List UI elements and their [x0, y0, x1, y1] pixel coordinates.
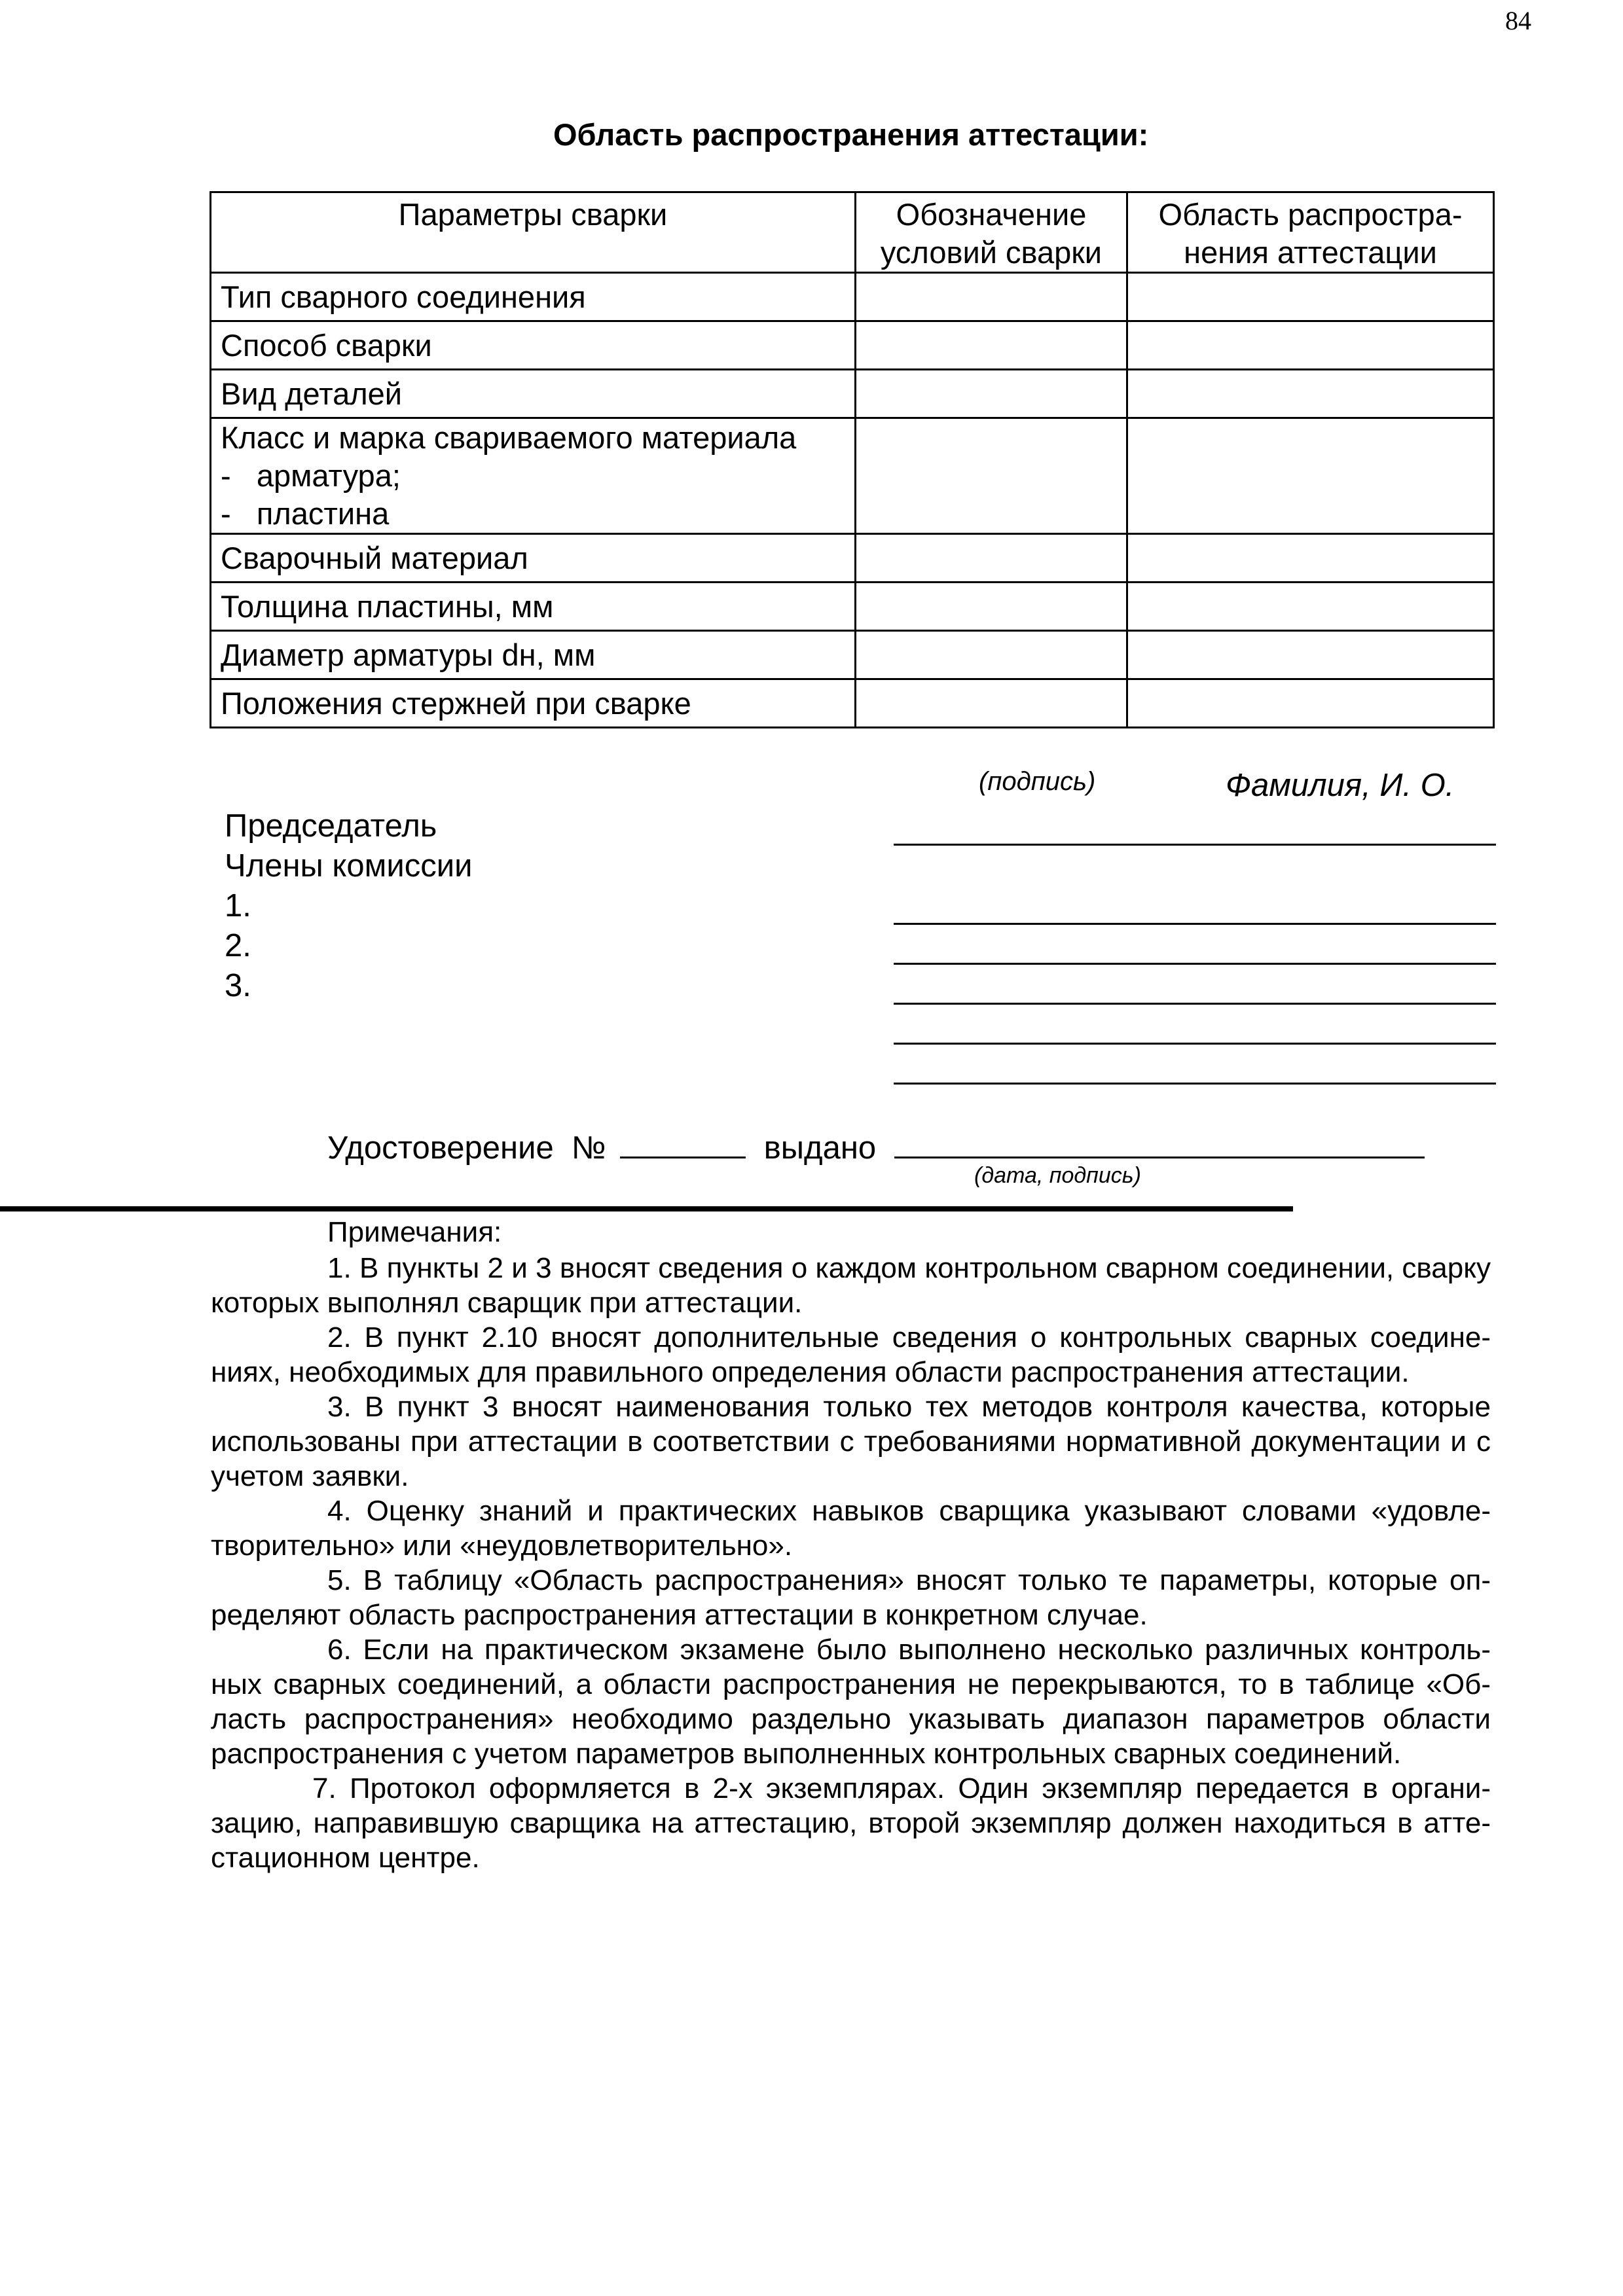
commission-labels — [225, 806, 472, 1006]
note-item: 3. В пункт 3 вносят наименования только тех методов контроля качества, которые использованы при аттестации в соответствии с требованиями нормативной документации и с учетом заявки. — [211, 1391, 1491, 1492]
designation-cell — [856, 583, 1127, 631]
designation-cell — [856, 534, 1127, 583]
table-header-row — [211, 192, 1494, 273]
member-signature-line — [894, 923, 1496, 925]
scope-cell — [1127, 679, 1494, 728]
member-signature-line — [894, 1043, 1496, 1045]
chairman-label: Председатель — [225, 808, 437, 844]
scope-cell — [1127, 583, 1494, 631]
member-number: 1. — [225, 888, 251, 924]
members-label: Члены комиссии — [225, 848, 473, 884]
table-row — [211, 583, 1494, 631]
member-signature-line — [894, 1083, 1496, 1085]
member-signature-line — [894, 963, 1496, 965]
header-attestation-scope: Область распростра-нения аттестации — [1127, 192, 1494, 273]
document-title — [553, 117, 1148, 152]
row-sub-item: - арматура; — [221, 458, 401, 493]
note-item: 5. В таблицу «Область распространения» вносят только те параметры, которые оп-ределяют область распространения аттестации в конкретном случае. — [211, 1564, 1491, 1631]
designation-cell — [856, 273, 1127, 321]
section-divider — [0, 1206, 1293, 1211]
note-item: 4. Оценку знаний и практических навыков сварщика указывают словами «удовле-творительно» или «неудовлетворительно». — [211, 1495, 1491, 1562]
row-label: Толщина пластины, мм — [211, 583, 856, 631]
chairman-signature-line — [894, 844, 1496, 846]
table-row — [211, 370, 1494, 418]
row-label: Положения стержней при сварке — [211, 679, 856, 728]
row-label: Тип сварного соединения — [211, 273, 856, 321]
note-item: 7. Протокол оформляется в 2-х экземплярах. Один экземпляр передается в органи-зацию, направившую сварщика на аттестацию, второй экземпляр должен находиться в атте-стационном центре. — [211, 1772, 1491, 1874]
certificate-issued-label: выдано — [763, 1130, 877, 1166]
scope-cell — [1127, 418, 1494, 534]
scope-cell — [1127, 321, 1494, 370]
member-signature-line — [894, 1003, 1496, 1005]
certificate-line — [327, 1124, 1425, 1166]
scope-cell — [1127, 273, 1494, 321]
designation-cell — [856, 370, 1127, 418]
table-row — [211, 273, 1494, 321]
table-row — [211, 679, 1494, 728]
header-welding-params: Параметры сварки — [211, 192, 856, 273]
table-row — [211, 418, 1494, 534]
table-row — [211, 321, 1494, 370]
scope-cell — [1127, 631, 1494, 679]
name-caption: Фамилия, И. О. — [1226, 768, 1455, 803]
designation-cell — [856, 631, 1127, 679]
signature-caption: (подпись) — [979, 767, 1096, 796]
date-signature-caption: (дата, подпись) — [974, 1163, 1141, 1188]
member-number: 3. — [225, 968, 251, 1003]
certificate-date-blank — [894, 1124, 1425, 1158]
designation-cell — [856, 321, 1127, 370]
certificate-number-blank — [620, 1124, 746, 1158]
document-title-text: Область распространения аттестации: — [553, 117, 1149, 152]
scope-cell — [1127, 370, 1494, 418]
table-row — [211, 534, 1494, 583]
scope-cell — [1127, 534, 1494, 583]
table-row — [211, 631, 1494, 679]
row-label: Диаметр арматуры dн, мм — [211, 631, 856, 679]
note-item: 2. В пункт 2.10 вносят дополнительные сведения о контрольных сварных соедине-ниях, необходимых для правильного определения области распространения аттестации. — [211, 1321, 1491, 1388]
member-number: 2. — [225, 928, 251, 963]
page-number: 84 — [1505, 6, 1531, 35]
row-label: Класс и марка свариваемого материала — [221, 420, 797, 455]
notes-section — [211, 1215, 1491, 1875]
notes-heading: Примечания: — [327, 1216, 502, 1248]
row-label: Вид деталей — [211, 370, 856, 418]
row-label: Способ сварки — [211, 321, 856, 370]
designation-cell — [856, 418, 1127, 534]
certificate-label: Удостоверение № — [327, 1130, 606, 1166]
designation-cell — [856, 679, 1127, 728]
note-item: 1. В пункты 2 и 3 вносят сведения о каждом контрольном сварном соединении, сварку которых выполнял сварщик при аттестации. — [211, 1252, 1491, 1319]
attestation-scope-table — [210, 191, 1495, 728]
note-item: 6. Если на практическом экзамене было выполнено несколько различных контроль-ных сварных соединений, а области распространения не перекрываются, то в таблице «Об-ласть распространения» необходимо раздельно указывать диапазон параметров области распространения с учетом параметров выполненных контрольных сварных соединений. — [211, 1634, 1491, 1770]
row-label: Сварочный материал — [211, 534, 856, 583]
row-label-material — [211, 418, 856, 534]
header-conditions-designation: Обозначение условий сварки — [856, 192, 1127, 273]
row-sub-item: - пластина — [221, 496, 390, 531]
